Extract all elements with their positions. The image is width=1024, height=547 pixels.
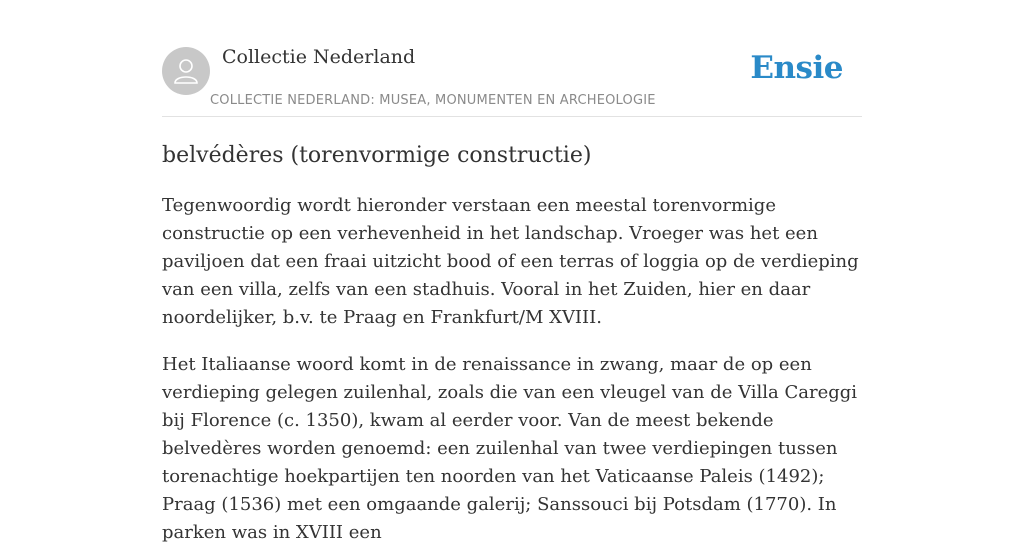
avatar[interactable] [162,47,210,95]
category-label[interactable]: COLLECTIE NEDERLAND: MUSEA, MONUMENTEN EN ARCHEOLOGIE [210,93,656,108]
article-title: belvédères (torenvormige constructie) [162,143,592,168]
article-paragraph: Het Italiaanse woord komt in de renaissance in zwang, maar de op een verdieping gelegen zuilenhal, zoals die van een vleugel van de Villa Careggi bij Florence (c. 1350), kwam al eerder voor. Van de meest bekende belvedères worden genoemd: een zuilenhal van twee verdiepingen tussen torenachtige hoekpartijen ten noorden van het Vaticaanse Paleis (1492); Praag (1536) met een omgaande galerij; Sanssouci bij Potsdam (1770). In parken was in XVIII een [162,354,858,543]
article-paragraph: Tegenwoordig wordt hieronder verstaan een meestal torenvormige constructie op een verhevenheid in het landschap. Vroeger was het een paviljoen dat een fraai uitzicht bood of een terras of loggia op de verdieping van een villa, zelfs van een stadhuis. Vooral in het Zuiden, hier en daar noordelijker, b.v. te Praag en Frankfurt/M XVIII. [162,195,859,328]
user-icon [171,56,201,86]
author-name[interactable]: Collectie Nederland [222,46,416,68]
site-logo[interactable]: Ensie [750,50,843,86]
page-container [162,0,862,547]
article-header [162,0,862,117]
